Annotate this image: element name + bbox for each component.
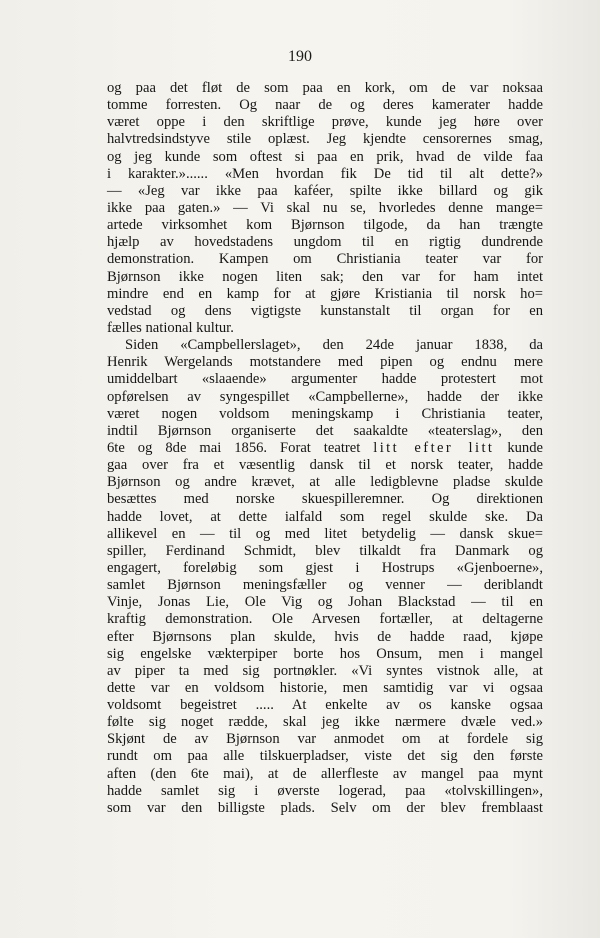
text-line: av piper ta med sig portnøkler. «Vi syntes vistnok alle, at [107,662,543,679]
text-line: opførelsen av syngespillet «Campbellerne», hadde der ikke [107,388,543,405]
text-line: ikke paa gaten.» — Vi skal nu se, hvorledes denne mange= [107,199,543,216]
text-line: indtil Bjørnson organiserte det saakaldte «teaterslag», den [107,422,543,439]
text-line: umiddelbart «slaaende» argumenter hadde protestert mot [107,371,543,388]
text-line: gaa over fra et væsentlig dansk til et norsk teater, hadde [107,457,543,474]
text-line: tomme forresten. Og naar de og deres kamerater hadde [107,97,543,114]
text-segment: 6te og 8de mai 1856. Forat teatret [107,439,361,456]
text-line: hadde samlet sig i øverste logerad, paa «tolvskillingen», [107,782,543,799]
text-line: engagert, foreløbig som gjest i Hostrups «Gjenboerne», [107,559,543,576]
text-line: i karakter.»...... «Men hvordan fik De tid til alt dette?» [107,165,543,182]
text-line: vedstad og dens vigtigste kunstanstalt til organ for en [107,302,543,319]
text-line: mindre end en kamp for at gjøre Kristiania til norsk ho= [107,285,543,302]
text-line: været oppe i den skriftlige prøve, kunde jeg høre over [107,114,543,131]
text-line: fælles national kultur. [107,319,234,336]
text-line: efter Bjørnsons plan skulde, hvis de hadde raad, kjøpe [107,628,543,645]
text-line: samlet Bjørnson meningsfæller og venner — deriblandt [107,577,543,594]
text-line: — «Jeg var ikke paa kaféer, spilte ikke billard og gik [107,182,543,199]
text-line: været nogen voldsom meningskamp i Christiania teater, [107,405,543,422]
body-text [107,80,543,817]
text-line: Bjørnson ikke nogen liten sak; den var for ham intet [107,268,543,285]
text-segment: kunde [494,439,543,456]
text-line: Skjønt de av Bjørnson var anmodet om at fordele sig [107,731,543,748]
text-line: sig engelske vækterpiper borte hos Onsum, men i mangel [107,645,543,662]
page-number: 190 [288,48,312,65]
text-line: aften (den 6te mai), at de allerfleste av mangel paa mynt [107,765,543,782]
text-line: hadde lovet, at dette ialfald som regel skulde ske. Da [107,508,543,525]
text-line: artede virksomhet kom Bjørnson tilgode, da han trængte [107,217,543,234]
text-line: Bjørnson og andre krævet, at alle ledigblevne pladse skulde [107,474,543,491]
text-line: hjælp av hovedstadens ungdom til en rigtig dundrende [107,234,543,251]
spaced-emphasis: litt efter litt [373,439,495,456]
text-line: følte sig noget ræddе, skal jeg ikke nærmere dvæle ved.» [107,714,543,731]
text-line: besættes med norske skuespilleremner. Og direktionen [107,491,543,508]
text-line: voldsomt begeistret ..... At enkelte av os kanske ogsaa [107,697,543,714]
text-line: som var den billigste plads. Selv om der blev fremblaast [107,799,543,816]
text-line: demonstration. Kampen om Christiania teater var for [107,251,543,268]
text-line: og jeg kunde som oftest si paa en prik, hvad de vilde faa [107,148,543,165]
text-line: spiller, Ferdinand Schmidt, blev tilkaldt fra Danmark og [107,542,543,559]
text-line: og paa det fløt de som paa en kork, om de var noksaa [107,80,543,96]
text-line: allikevel en — til og med litet betydelig — dansk skue= [107,525,543,542]
text-line: halvtredsindstyve stile oplæst. Jeg kjendte censorernes smag, [107,131,543,148]
text-line: Siden «Campbellerslaget», den 24de januar 1838, da [125,337,543,354]
text-line-with-spacing [107,440,543,457]
text-line: rundt om paa alle tilskuerpladser, viste det sig den første [107,748,543,765]
text-line: Henrik Wergelands motstandere med pipen og endnu mere [107,354,543,371]
text-line: kraftig demonstration. Ole Arvesen fortæller, at deltagerne [107,611,543,628]
text-line: dette var en voldsom historie, men samtidig var vi ogsaa [107,679,543,696]
text-line: Vinje, Jonas Lie, Ole Vig og Johan Blackstad — til en [107,594,543,611]
